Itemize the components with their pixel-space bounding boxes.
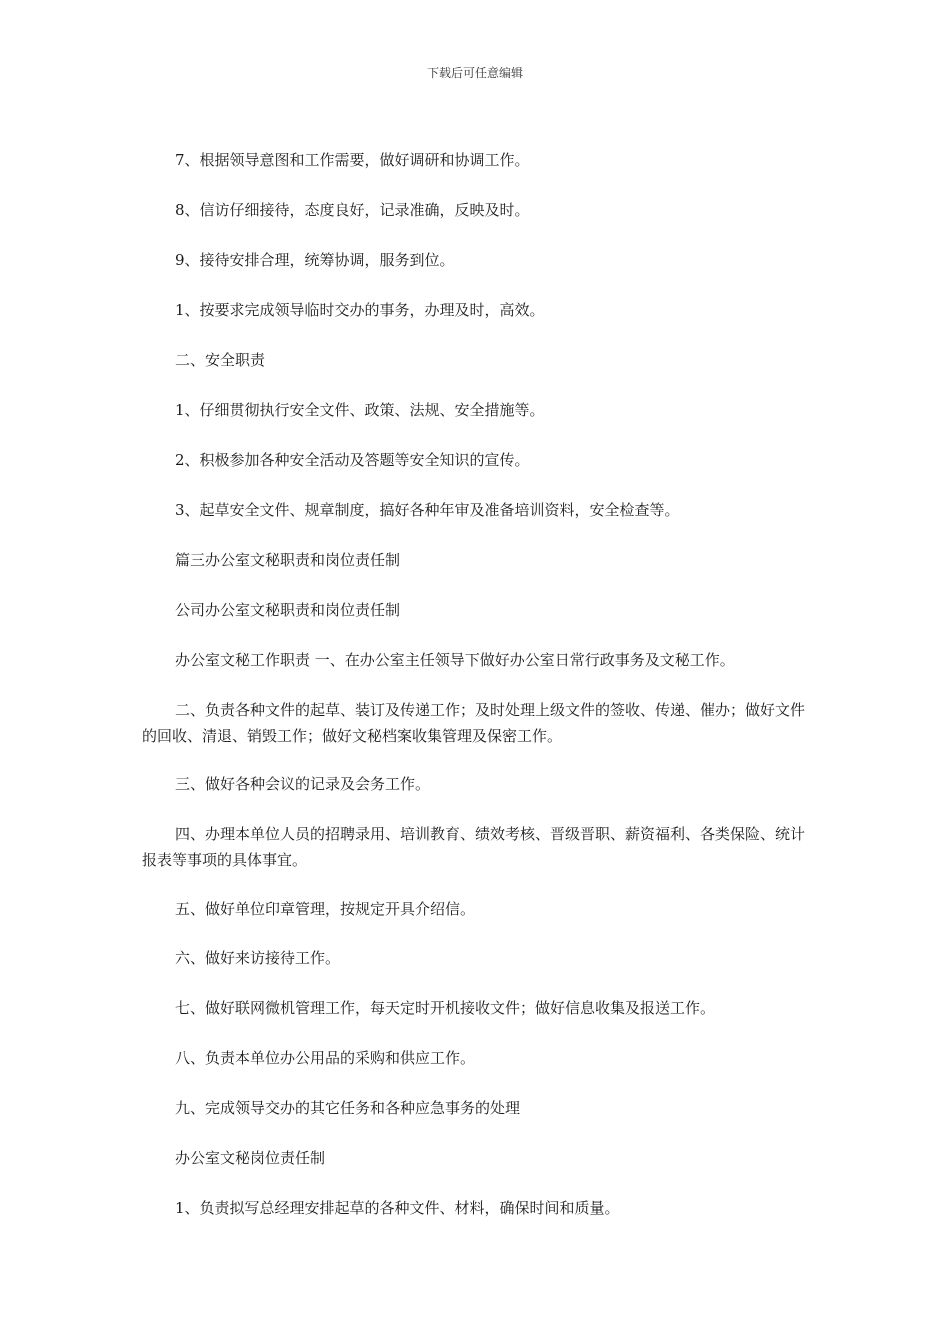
paragraph: 二、负责各种文件的起草、装订及传递工作；及时处理上级文件的签收、传递、催办；做好文件的回收、清退、销毁工作；做好文秘档案收集管理及保密工作。 — [142, 701, 806, 745]
section-heading: 公司办公室文秘职责和岗位责任制 — [175, 601, 401, 619]
paragraph: 六、做好来访接待工作。 — [175, 949, 341, 967]
paragraph: 四、办理本单位人员的招聘录用、培训教育、绩效考核、晋级晋职、薪资福利、各类保险、统计报表等事项的具体事宜。 — [142, 825, 806, 869]
paragraph: 九、完成领导交办的其它任务和各种应急事务的处理 — [175, 1099, 521, 1117]
page-header-note: 下载后可任意编辑 — [426, 66, 523, 80]
section-heading: 二、安全职责 — [175, 351, 266, 369]
section-heading: 办公室文秘岗位责任制 — [175, 1149, 326, 1167]
paragraph: 2、积极参加各种安全活动及答题等安全知识的宣传。 — [175, 451, 530, 469]
paragraph: 1、按要求完成领导临时交办的事务，办理及时，高效。 — [175, 301, 545, 319]
paragraph: 8、信访仔细接待，态度良好，记录准确，反映及时。 — [175, 201, 530, 219]
paragraph: 7、根据领导意图和工作需要，做好调研和协调工作。 — [175, 151, 530, 169]
paragraph: 3、起草安全文件、规章制度，搞好各种年审及准备培训资料，安全检查等。 — [175, 501, 680, 519]
paragraph: 三、做好各种会议的记录及会务工作。 — [175, 775, 431, 793]
paragraph: 五、做好单位印章管理，按规定开具介绍信。 — [175, 900, 476, 918]
paragraph: 9、接待安排合理，统筹协调，服务到位。 — [175, 251, 455, 269]
paragraph: 办公室文秘工作职责 一、在办公室主任领导下做好办公室日常行政事务及文秘工作。 — [175, 651, 735, 669]
paragraph: 八、负责本单位办公用品的采购和供应工作。 — [175, 1049, 476, 1067]
paragraph: 1、负责拟写总经理安排起草的各种文件、材料，确保时间和质量。 — [175, 1199, 620, 1217]
paragraph: 七、做好联网微机管理工作，每天定时开机接收文件；做好信息收集及报送工作。 — [175, 999, 716, 1017]
section-heading: 篇三办公室文秘职责和岗位责任制 — [175, 551, 401, 569]
paragraph: 1、仔细贯彻执行安全文件、政策、法规、安全措施等。 — [175, 401, 545, 419]
